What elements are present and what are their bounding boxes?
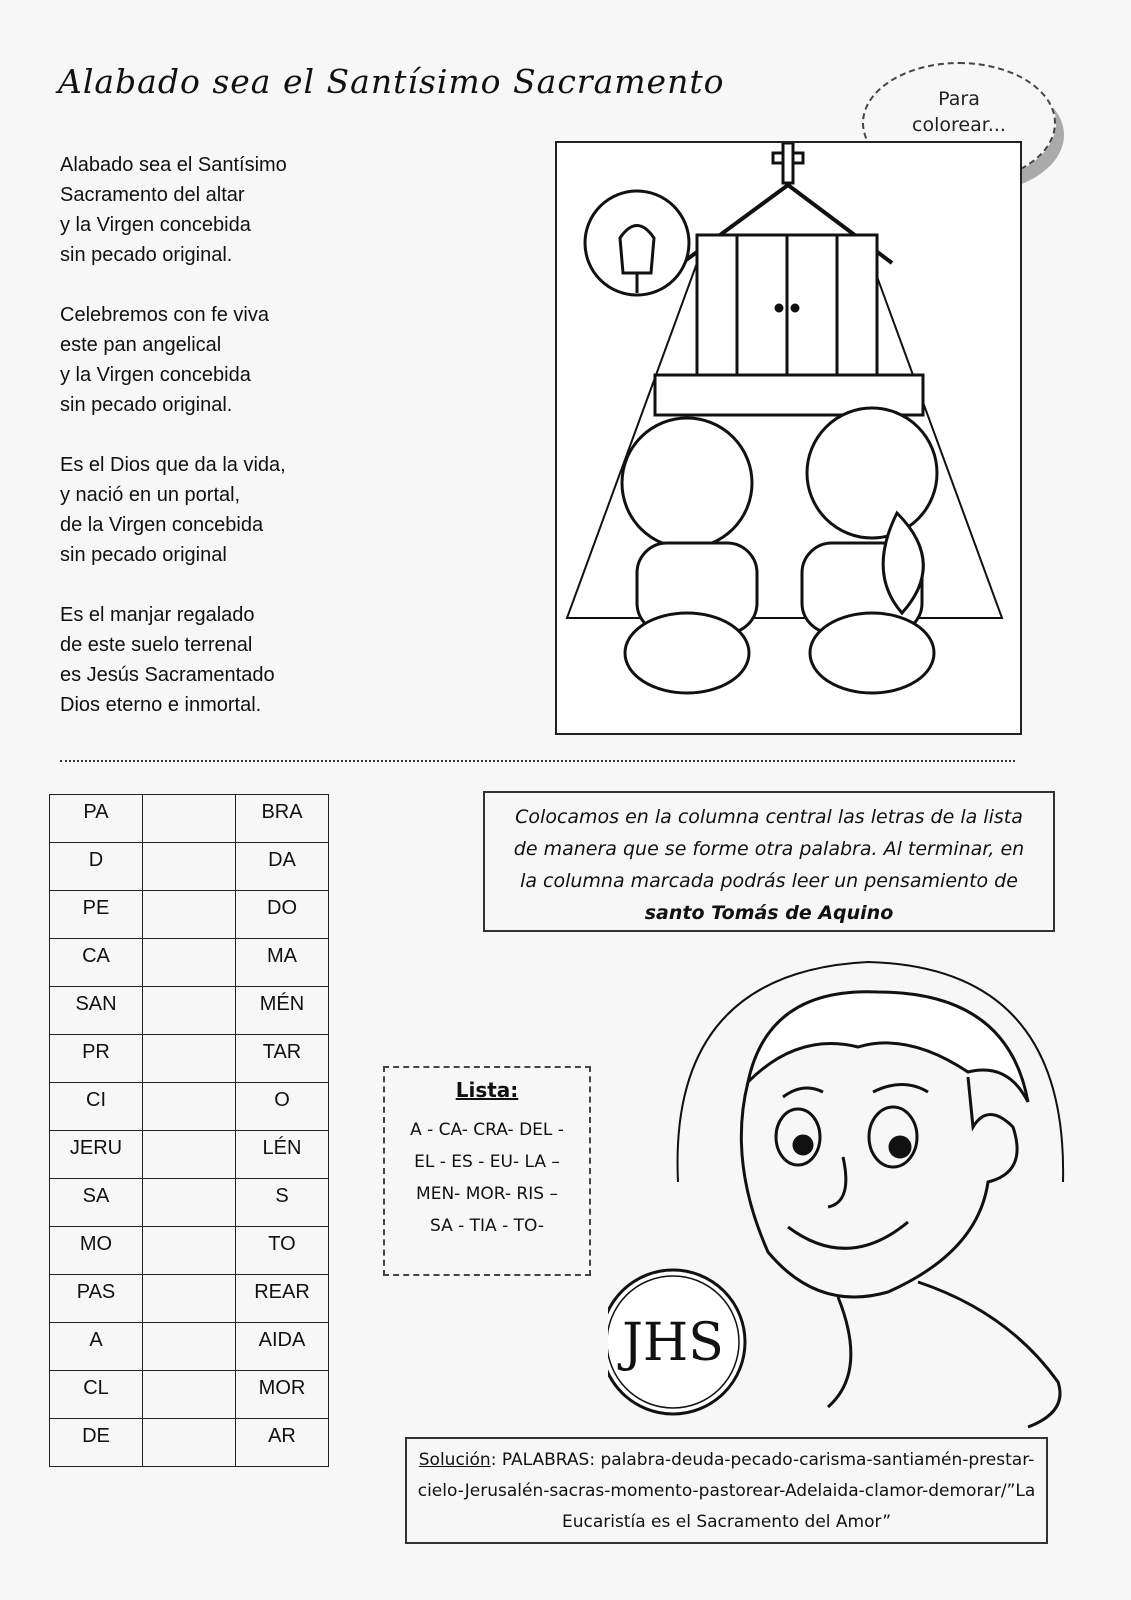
grid-row — [50, 795, 329, 843]
poem-line: este pan angelical — [60, 334, 222, 356]
grid-cell-end: DO — [236, 891, 329, 939]
badge-line-2: colorear... — [912, 114, 1006, 136]
grid-row — [50, 1227, 329, 1275]
grid-cell-end: BRA — [236, 795, 329, 843]
poem-line: de la Virgen concebida — [60, 514, 264, 536]
grid-cell-end: TAR — [236, 1035, 329, 1083]
grid-cell-blank[interactable] — [143, 843, 236, 891]
instructions-box — [483, 791, 1055, 932]
grid-cell-start: DE — [50, 1419, 143, 1467]
list-line: EL - ES - EU- LA – — [414, 1152, 560, 1172]
grid-cell-start: CI — [50, 1083, 143, 1131]
saint-drawing — [608, 952, 1078, 1432]
poem-line: de este suelo terrenal — [60, 634, 253, 656]
grid-row — [50, 891, 329, 939]
poem-line: sin pecado original. — [60, 394, 233, 416]
poem-line: y nació en un portal, — [60, 484, 241, 506]
grid-cell-start: SAN — [50, 987, 143, 1035]
grid-cell-end: S — [236, 1179, 329, 1227]
grid-row — [50, 1035, 329, 1083]
grid-cell-blank[interactable] — [143, 1323, 236, 1371]
grid-cell-blank[interactable] — [143, 795, 236, 843]
grid-cell-blank[interactable] — [143, 987, 236, 1035]
badge-line-1: Para — [938, 88, 980, 110]
grid-row — [50, 1083, 329, 1131]
grid-cell-start: D — [50, 843, 143, 891]
grid-cell-end: AR — [236, 1419, 329, 1467]
stanza-1 — [60, 150, 287, 270]
syllable-list — [383, 1066, 591, 1276]
grid-cell-end: MA — [236, 939, 329, 987]
grid-row — [50, 1323, 329, 1371]
grid-cell-blank[interactable] — [143, 1083, 236, 1131]
grid-row — [50, 843, 329, 891]
grid-row — [50, 939, 329, 987]
grid-cell-end: O — [236, 1083, 329, 1131]
grid-cell-end: TO — [236, 1227, 329, 1275]
solution-box — [405, 1437, 1048, 1544]
grid-cell-blank[interactable] — [143, 939, 236, 987]
altar-drawing — [557, 143, 1020, 733]
poem-line: sin pecado original. — [60, 244, 233, 266]
grid-cell-blank[interactable] — [143, 891, 236, 939]
poem-line: y la Virgen concebida — [60, 364, 251, 386]
poem — [60, 150, 287, 750]
stanza-3 — [60, 450, 287, 570]
poem-line: Celebremos con fe viva — [60, 304, 269, 326]
grid-cell-start: PA — [50, 795, 143, 843]
grid-cell-start: CA — [50, 939, 143, 987]
page-title: Alabado sea el Santísimo Sacramento — [58, 62, 725, 101]
poem-line: Es el manjar regalado — [60, 604, 255, 626]
list-title: Lista: — [455, 1078, 519, 1102]
grid-cell-start: JERU — [50, 1131, 143, 1179]
grid-cell-blank[interactable] — [143, 1419, 236, 1467]
grid-cell-start: PR — [50, 1035, 143, 1083]
grid-cell-end: DA — [236, 843, 329, 891]
grid-cell-start: PE — [50, 891, 143, 939]
grid-row — [50, 1179, 329, 1227]
grid-cell-start: A — [50, 1323, 143, 1371]
dotted-divider — [60, 760, 1015, 762]
grid-row — [50, 1131, 329, 1179]
grid-cell-blank[interactable] — [143, 1179, 236, 1227]
poem-line: es Jesús Sacramentado — [60, 664, 275, 686]
grid-cell-start: PAS — [50, 1275, 143, 1323]
list-line: MEN- MOR- RIS – — [416, 1184, 558, 1204]
grid-cell-blank[interactable] — [143, 1275, 236, 1323]
poem-line: y la Virgen concebida — [60, 214, 251, 236]
grid-cell-blank[interactable] — [143, 1131, 236, 1179]
grid-cell-start: MO — [50, 1227, 143, 1275]
grid-cell-blank[interactable] — [143, 1227, 236, 1275]
grid-cell-start: CL — [50, 1371, 143, 1419]
list-line: A - CA- CRA- DEL - — [410, 1120, 564, 1140]
instructions-bold: santo Tomás de Aquino — [644, 902, 894, 924]
solution-text: : PALABRAS: palabra-deuda-pecado-carisma-santiamén-prestar-cielo-Jerusalén-sacras-momento-pastorear-Adelaida-clamor-demorar/”La Eucaristía es el Sacramento del Amor” — [417, 1450, 1036, 1532]
poem-line: Es el Dios que da la vida, — [60, 454, 286, 476]
grid-row — [50, 987, 329, 1035]
saint-illustration — [608, 952, 1078, 1437]
grid-row — [50, 1371, 329, 1419]
stanza-4 — [60, 600, 287, 720]
jhs-monogram: JHS — [622, 1313, 724, 1373]
poem-line: Sacramento del altar — [60, 184, 245, 206]
grid-cell-end: LÉN — [236, 1131, 329, 1179]
poem-line: sin pecado original — [60, 544, 227, 566]
grid-cell-start: SA — [50, 1179, 143, 1227]
poem-line: Alabado sea el Santísimo — [60, 154, 287, 176]
altar-illustration — [555, 141, 1022, 735]
solution-label: Solución — [418, 1450, 491, 1470]
stanza-2 — [60, 300, 287, 420]
grid-cell-end: MÉN — [236, 987, 329, 1035]
grid-cell-end: MOR — [236, 1371, 329, 1419]
grid-cell-end: AIDA — [236, 1323, 329, 1371]
grid-row — [50, 1419, 329, 1467]
list-line: SA - TIA - TO- — [429, 1216, 545, 1236]
word-puzzle-grid — [49, 794, 329, 1467]
grid-row — [50, 1275, 329, 1323]
grid-cell-blank[interactable] — [143, 1035, 236, 1083]
poem-line: Dios eterno e inmortal. — [60, 694, 262, 716]
grid-cell-blank[interactable] — [143, 1371, 236, 1419]
grid-cell-end: REAR — [236, 1275, 329, 1323]
instructions-text: Colocamos en la columna central las letras de la lista de manera que se forme otra palabra. Al terminar, en la columna marcada podrás leer un pensamiento de — [513, 806, 1025, 892]
